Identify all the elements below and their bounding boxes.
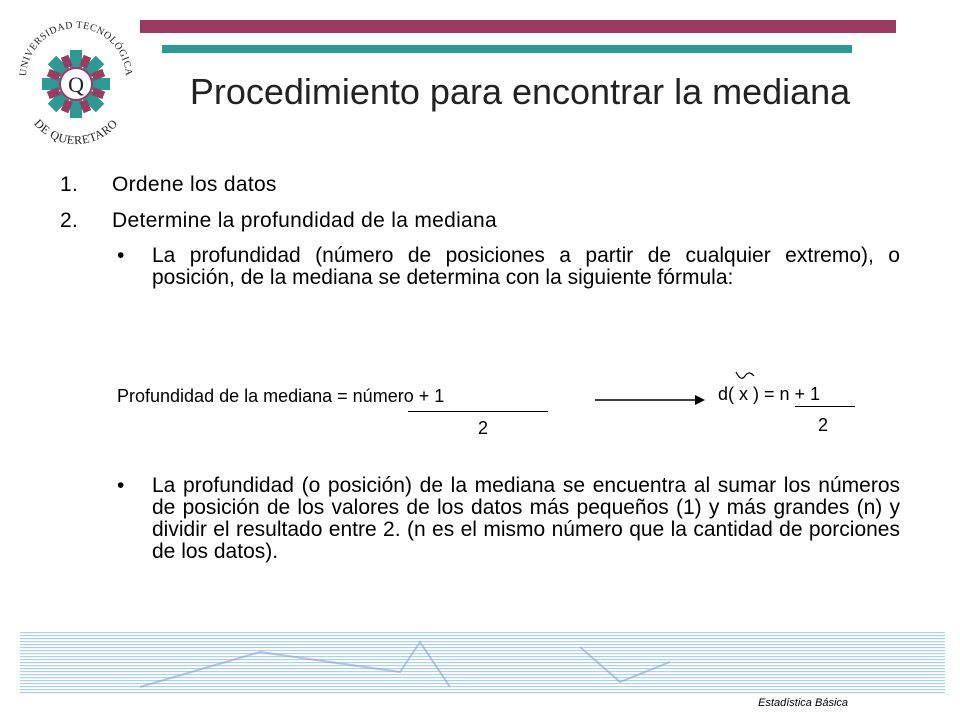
- footer-course-name: Estadística Básica: [758, 697, 848, 709]
- formula-words-fraction-bar: [408, 411, 548, 412]
- svg-text:DE QUERETARO: [31, 116, 120, 147]
- logo-top-text: UNIVERSIDAD TECNOLÓGICA: [17, 19, 135, 77]
- formula-symbols-lhs: d( x ) =: [718, 384, 780, 404]
- bullet-mark: •: [117, 244, 125, 267]
- formula-symbols: [718, 384, 820, 405]
- step-text: Determine la profundidad de la mediana: [112, 209, 497, 232]
- bullet-text: La profundidad (o posición) de la mediana se encuentra al sumar los números de posición de los valores de los datos más pequeños (1) y más grandes (n) y dividir el resultado entre 2. (n es el mismo número que la cantidad de porciones de los datos).: [152, 474, 900, 563]
- header-secondary-bar: [162, 45, 852, 53]
- slide-title: Procedimiento para encontrar la mediana: [189, 71, 851, 112]
- formula-words-numerator: número + 1: [352, 386, 445, 406]
- step-number: 1.: [60, 173, 79, 196]
- step-text: Ordene los datos: [112, 173, 277, 196]
- logo-bottom-text: DE QUERETARO: [31, 116, 121, 148]
- formula-words-denominator: 2: [478, 418, 489, 438]
- step-number: 2.: [60, 209, 79, 232]
- formula-words-label: Profundidad de la mediana =: [117, 386, 353, 406]
- bullet-text: La profundidad (número de posiciones a partir de cualquier extremo), o posición, de la mediana se determina con la siguiente fórmula:: [152, 244, 900, 289]
- median-tilde-icon: [735, 370, 755, 382]
- formula-symbols-denominator: 2: [818, 415, 829, 435]
- formula-symbols-fraction-bar: [795, 406, 855, 407]
- footer-decorative-band: [20, 632, 945, 694]
- arrow-right-icon: [595, 393, 705, 407]
- university-logo: [8, 8, 138, 158]
- logo-letter: Q: [68, 72, 84, 97]
- bullet-mark: •: [117, 474, 125, 497]
- formula-words: [117, 386, 444, 407]
- header-accent-bar: [140, 20, 896, 33]
- formula-symbols-numerator: n + 1: [779, 384, 821, 404]
